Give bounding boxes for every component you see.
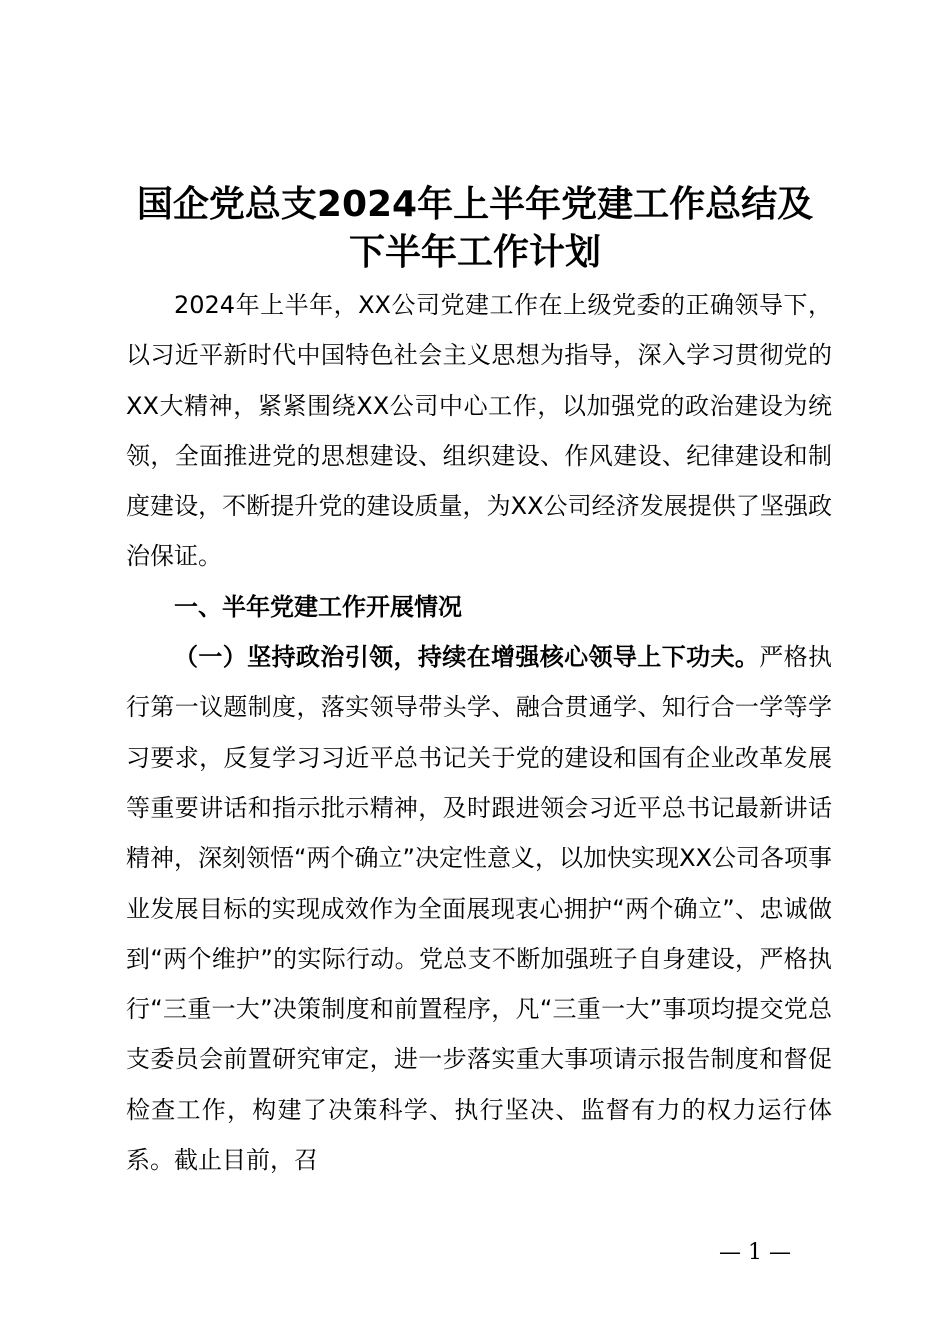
subsection-paragraph-1: [126, 632, 832, 1185]
subsection-lead-1: （一）坚持政治引领，持续在增强核心领导上下功夫。: [174, 643, 760, 672]
section-heading-1: 一、半年党建工作开展情况: [174, 592, 462, 621]
page-number: — 1 —: [719, 1240, 791, 1265]
document-title-line-1: 国企党总支2024年上半年党建工作总结及: [136, 184, 814, 225]
document-body: [126, 280, 832, 1185]
document-title-line-2: 下半年工作计划: [348, 232, 601, 273]
intro-paragraph: 2024年上半年，XX公司党建工作在上级党委的正确领导下，以习近平新时代中国特色社会主义思想为指导，深入学习贯彻党的XX大精神，紧紧围绕XX公司中心工作，以加强党的政治建设为统领，全面推进党的思想建设、组织建设、作风建设、纪律建设和制度建设，不断提升党的建设质量，为XX公司经济发展提供了坚强政治保证。: [126, 291, 832, 571]
subsection-body-1: 严格执行第一议题制度，落实领导带头学、融合贯通学、知行合一学等学习要求，反复学习习近平总书记关于党的建设和国有企业改革发展等重要讲话和指示批示精神，及时跟进领会习近平总书记最新讲话精神，深刻领悟“两个确立”决定性意义，以加快实现XX公司各项事业发展目标的实现成效作为全面展现衷心拥护“两个确立”、忠诚做到“两个维护”的实际行动。党总支不断加强班子自身建设，严格执行“三重一大”决策制度和前置程序，凡“三重一大”事项均提交党总支委员会前置研究审定，进一步落实重大事项请示报告制度和督促检查工作，构建了决策科学、执行坚决、监督有力的权力运行体系。截止目前，召: [126, 643, 833, 1175]
